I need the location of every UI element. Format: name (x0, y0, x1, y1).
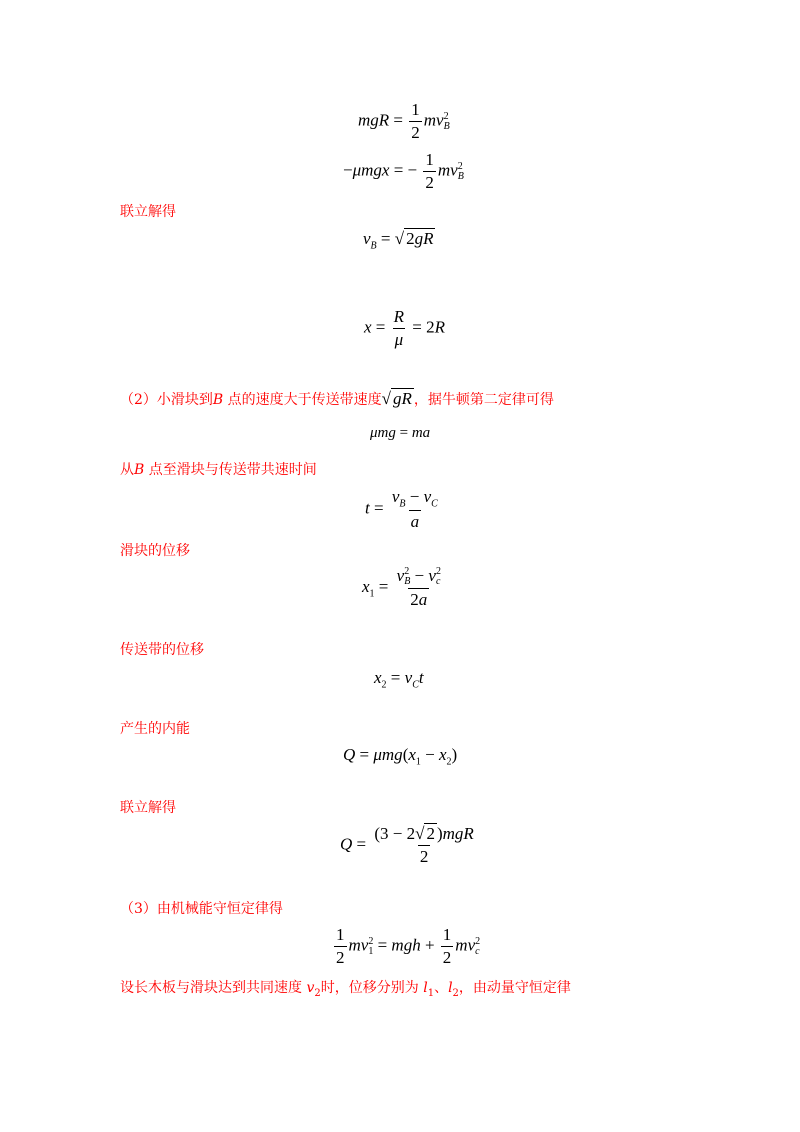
equation-time: t = $\frac{v_B - v_C}{a}$ (365, 487, 438, 532)
text-t9e: l (423, 980, 428, 996)
text-t9a: 设长木板与滑块达到共同速度 (120, 980, 307, 996)
text-t3b: B (134, 462, 145, 478)
text-solve-jointly-1: 联立解得 (120, 204, 176, 220)
equation-heat: $Q = \mu mg(x_1 - x_2)$ (343, 745, 458, 768)
text-t3c: 点至滑块与传送带共速时间 (144, 462, 317, 478)
text-t9g: 、 (434, 980, 449, 996)
text-t9b: v (306, 980, 315, 996)
text-time-to-common-speed (120, 459, 317, 479)
text-internal-energy: 产生的内能 (120, 721, 190, 737)
text-momentum-conservation (120, 977, 571, 999)
equation-heat-result: Q = $\frac{\text{(3 − 2√ 2 )mgR}}{2}$ (340, 824, 474, 866)
text-t9j: ，由动量守恒定律 (458, 980, 571, 996)
equation-vb: $v_B$ = √ 2gR (363, 229, 434, 252)
equation-newton: μmg = ma (370, 425, 431, 441)
text-t9f: 1 (427, 987, 435, 999)
text-t9d: 时，位移分别为 (320, 980, 424, 996)
text-t9h: l (448, 980, 453, 996)
equation-x1: $x_1$ = v 2 B − v 2 c 2a (362, 566, 441, 610)
text-solve-jointly-2: 联立解得 (120, 800, 176, 816)
text-t3a: 从 (120, 462, 134, 478)
text-part3-intro: （3）由机械能守恒定律得 (120, 901, 283, 917)
equation-inline-sqrt-gR: √ gR (381, 389, 412, 408)
text-part2-c: 点的速度大于传送带速度 (223, 392, 382, 408)
text-slider-displacement: 滑块的位移 (120, 543, 190, 559)
text-part2-intro (120, 389, 554, 409)
equation-mechanical-energy: $\frac{1}{2}$ mv 2 1 = mgh + $\frac{1}{2}$ mv 2 c (336, 925, 481, 967)
equation-x2: $x_2 = v_Ct$ (374, 668, 424, 691)
equation-energy-conservation: mgR = $\frac{1}{2}$ mv 2 B (358, 100, 450, 142)
text-t9c: 2 (314, 987, 321, 999)
equation-x: x = $\frac{R}{\mu}$ = 2R (364, 307, 446, 349)
text-belt-displacement: 传送带的位移 (120, 642, 204, 658)
text-t9i: 2 (452, 987, 459, 999)
text-part2-a: （2）小滑块到 (120, 392, 213, 408)
equation-friction-work: −μmgx = − $\frac{1}{2}$ mv 2 B (343, 150, 464, 192)
text-part2-d: ，据牛顿第二定律可得 (413, 392, 554, 408)
text-part2-b: B (212, 392, 224, 408)
